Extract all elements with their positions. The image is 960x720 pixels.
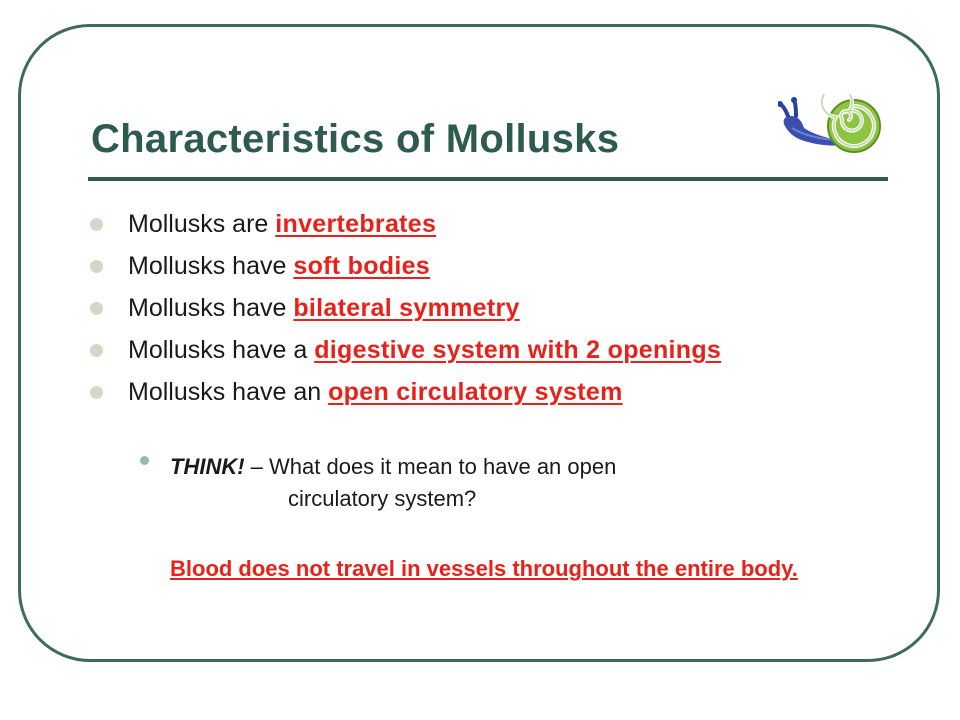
list-item — [90, 329, 721, 371]
think-label: THINK! — [170, 454, 245, 479]
highlight-term: invertebrates — [275, 210, 437, 238]
think-answer: Blood does not travel in vessels throughout the entire body. — [170, 556, 798, 581]
highlight-term: bilateral symmetry — [293, 294, 520, 322]
bullet-icon — [90, 218, 103, 231]
bullet-icon — [90, 386, 103, 399]
bullet-text: Mollusks have an — [128, 378, 329, 406]
snail-icon — [778, 94, 884, 166]
bullet-text: Mollusks are — [128, 210, 276, 238]
list-item — [90, 287, 721, 329]
think-question: – What does it mean to have an open — [244, 454, 617, 479]
characteristics-list — [90, 203, 721, 413]
highlight-term: soft bodies — [293, 252, 430, 280]
bullet-icon — [90, 302, 103, 315]
bullet-icon — [90, 344, 103, 357]
bullet-icon — [90, 260, 103, 273]
sub-bullet-icon — [140, 456, 149, 465]
highlight-term: digestive system with 2 openings — [314, 336, 722, 364]
highlight-term: open circulatory system — [328, 378, 623, 406]
list-item — [90, 371, 721, 413]
slide-title: Characteristics of Mollusks — [91, 117, 620, 161]
think-line-2: circulatory system? — [288, 486, 477, 511]
list-item — [90, 203, 721, 245]
title-divider — [88, 177, 888, 181]
think-line-1 — [170, 454, 616, 480]
list-item — [90, 245, 721, 287]
bullet-text: Mollusks have — [128, 294, 294, 322]
bullet-text: Mollusks have — [128, 252, 294, 280]
bullet-text: Mollusks have a — [128, 336, 315, 364]
